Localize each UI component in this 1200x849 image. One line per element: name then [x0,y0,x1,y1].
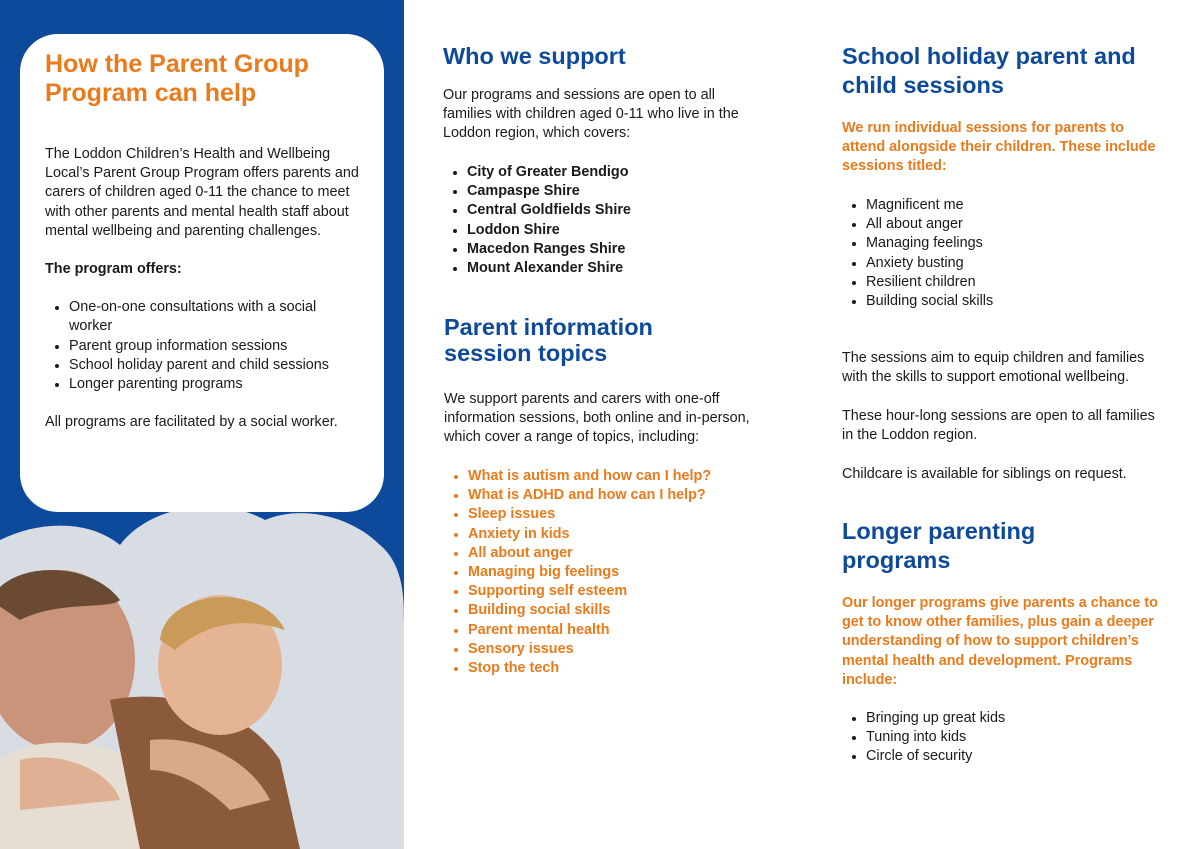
offer-item: Longer parenting programs [45,375,335,394]
session-item: Magnificent me [842,196,1142,215]
offers-heading: The program offers: [45,261,182,278]
session-item: Anxiety busting [842,254,1142,273]
who-we-support-heading: Who we support [443,43,626,69]
program-item: Tuning into kids [842,728,1142,747]
sessions-availability-text: These hour-long sessions are open to all families in the Loddon region. [842,408,1155,444]
info-topics-heading [444,314,744,366]
info-topics-intro: We support parents and carers with one-off information sessions, both online and in-person, which cover a range of topics, including: [444,391,750,446]
topic-item: What is ADHD and how can I help? [444,486,764,505]
sessions-aim-text: The sessions aim to equip children and families with the skills to support emotional wellbeing. [842,350,1145,386]
topic-item: Anxiety in kids [444,525,764,544]
holiday-sessions-heading: School holiday parent and child sessions [842,43,1136,98]
session-item: Resilient children [842,273,1142,292]
childcare-text: Childcare is available for siblings on request. [842,466,1127,482]
holiday-sessions-intro: We run individual sessions for parents to attend alongside their children. These include sessions titled: [842,120,1156,175]
card-heading: How the Parent Group Program can help [45,50,309,107]
region-item: Mount Alexander Shire [443,259,743,278]
offer-item: One-on-one consultations with a social worker [45,298,335,336]
region-item: Central Goldfields Shire [443,201,743,220]
topics-list [444,467,764,678]
longer-programs-intro: Our longer programs give parents a chance to get to know other families, plus gain a deeper understanding of how to support children’s mental health and development. Programs include: [842,595,1158,688]
topic-item: Supporting self esteem [444,582,764,601]
program-item: Bringing up great kids [842,709,1142,728]
region-item: Loddon Shire [443,221,743,240]
region-item: Campaspe Shire [443,182,743,201]
offer-item: Parent group information sessions [45,337,335,356]
topic-item: Managing big feelings [444,563,764,582]
offer-item: School holiday parent and child sessions [45,356,335,375]
left-panel [0,0,404,849]
session-item: All about anger [842,215,1142,234]
region-item: City of Greater Bendigo [443,163,743,182]
regions-list [443,163,743,278]
program-item: Circle of security [842,747,1142,766]
topic-item: Building social skills [444,601,764,620]
topic-item: Sleep issues [444,505,764,524]
topic-item: Sensory issues [444,640,764,659]
session-item: Managing feelings [842,234,1142,253]
card-footer-note: All programs are facilitated by a social worker. [45,414,338,431]
topic-item: All about anger [444,544,764,563]
info-topics-heading-line2: session topics [444,340,608,366]
sessions-list [842,196,1142,311]
card-intro: The Loddon Children’s Health and Wellbeing Local’s Parent Group Program offers parents and carers of children aged 0-11 the chance to meet with other parents and mental health staff about mental wellbeing and parenting challenges. [45,146,359,239]
program-overview-card [20,34,384,512]
topic-item: Stop the tech [444,659,764,678]
who-we-support-intro: Our programs and sessions are open to all families with children aged 0-11 who live in the Loddon region, which covers: [443,87,739,142]
topic-item: What is autism and how can I help? [444,467,764,486]
programs-list [842,709,1142,767]
longer-programs-heading: Longer parenting programs [842,518,1036,573]
offers-list [45,298,335,394]
session-item: Building social skills [842,292,1142,311]
region-item: Macedon Ranges Shire [443,240,743,259]
info-topics-heading-line1: Parent information [444,314,653,340]
topic-item: Parent mental health [444,621,764,640]
